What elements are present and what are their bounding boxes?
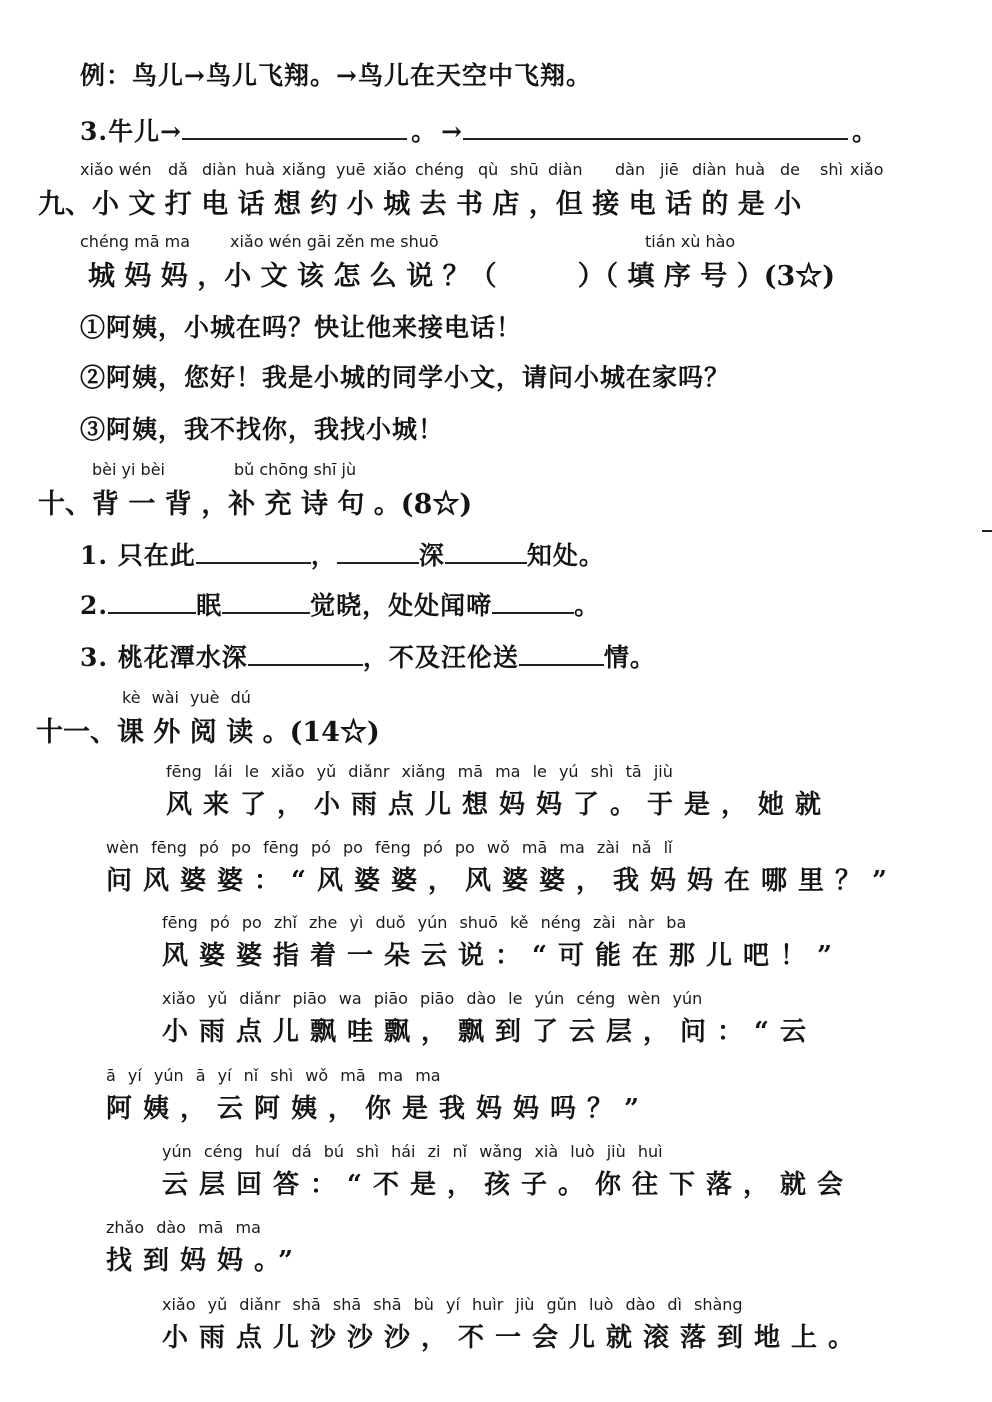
pinyin: huà (245, 160, 276, 179)
sec10-line-2 (80, 586, 600, 622)
pinyin: shì (820, 160, 843, 179)
passage-pinyin: xiǎo yǔ diǎnr piāo wa piāo piāo dào le yún céng wèn yún (162, 989, 703, 1008)
q3-line (80, 112, 878, 148)
passage-line: 小雨点儿飘哇飘，飘到了云层，问：“云 (162, 1017, 817, 1047)
sec9-line-2: 城 妈 妈 ，小 文 该 怎 么 说 ？（ ）（ 填 序 号 ）(3☆) (88, 261, 836, 292)
pinyin: qù (478, 160, 499, 179)
example-step1: 鸟儿飞翔。 (205, 61, 336, 90)
pinyin: chéng mā ma (80, 232, 191, 251)
sec10-line-3 (80, 638, 656, 674)
sec10-line-1 (80, 536, 605, 572)
example-step2: 鸟儿在天空中飞翔。 (357, 61, 592, 90)
arrow-icon: → (184, 61, 206, 90)
pinyin: diàn (692, 160, 727, 179)
q3-blank-1[interactable] (182, 116, 407, 140)
poem-blank[interactable] (519, 642, 604, 666)
pinyin: chéng (415, 160, 465, 179)
passage-line: 小雨点儿沙沙沙，不一会儿就滚落到地上。 (162, 1323, 866, 1353)
sec9-option-2: ②阿姨，您好！我是小城的同学小文，请问小城在家吗？ (80, 363, 731, 392)
poem-blank[interactable] (222, 590, 310, 614)
sec11-pinyin: kè wài yuè dú (122, 688, 251, 707)
q3-mid-period: 。 (411, 117, 438, 146)
poem-blank[interactable] (196, 540, 311, 564)
poem-blank[interactable] (492, 590, 574, 614)
passage-pinyin: ā yí yún ā yí nǐ shì wǒ mā ma ma (106, 1066, 441, 1085)
poem-blank[interactable] (337, 540, 419, 564)
poem-text: 深 (418, 541, 445, 570)
example-word: 鸟儿 (132, 61, 185, 90)
pinyin: bèi yi bèi (92, 460, 165, 479)
arrow-icon: → (336, 61, 358, 90)
pinyin: xiǎng (282, 160, 327, 179)
sec11-title: 十一、课 外 阅 读 。(14☆) (36, 717, 380, 748)
pinyin: tián xù hào (645, 232, 736, 251)
poem-text: 3. 桃花潭水深 (80, 643, 248, 672)
q3-number: 3. (80, 117, 109, 146)
passage-pinyin: yún céng huí dá bú shì hái zi nǐ wǎng xià luò jiù huì (162, 1142, 663, 1161)
pinyin: shū (510, 160, 539, 179)
passage-pinyin: fēng lái le xiǎo yǔ diǎnr xiǎng mā ma le yú shì tā jiù (166, 762, 673, 781)
sec9-option-1: ①阿姨，小城在吗？快让他来接电话！ (80, 313, 523, 342)
poem-text: 眠 (196, 591, 223, 620)
pinyin: diàn (548, 160, 583, 179)
passage-pinyin: fēng pó po zhǐ zhe yì duǒ yún shuō kě néng zài nàr ba (162, 913, 687, 932)
example-line (80, 56, 592, 92)
pinyin: xiǎo wén (80, 160, 152, 179)
pinyin: jiē (660, 160, 679, 179)
pinyin: de (780, 160, 800, 179)
passage-pinyin: xiǎo yǔ diǎnr shā shā shā bù yí huìr jiù gǔn luò dào dì shàng (162, 1295, 743, 1314)
poem-text: 情。 (603, 643, 656, 672)
pinyin: bǔ chōng shī jù (234, 460, 357, 479)
sec9-line-1: 九、小 文 打 电 话 想 约 小 城 去 书 店 ，但 接 电 话 的 是 小 (38, 189, 802, 220)
poem-blank[interactable] (248, 642, 363, 666)
pinyin: dǎ (168, 160, 188, 179)
sec10-title: 十、背 一 背 ，补 充 诗 句 。(8☆) (38, 489, 473, 520)
poem-text: ，不及汪伦送 (362, 643, 519, 672)
poem-text: 觉晓，处处闻啼 (310, 591, 493, 620)
passage-line: 风来了，小雨点儿想妈妈了。于是，她就 (166, 790, 833, 820)
passage-line: 问风婆婆：“风婆婆，风婆婆，我妈妈在哪里？” (106, 866, 898, 896)
pinyin: xiǎo wén gāi zěn me shuō (230, 232, 439, 251)
arrow-icon: → (441, 117, 464, 146)
passage-line: 找到妈妈。” (106, 1246, 304, 1276)
passage-line: 阿姨，云阿姨，你是我妈妈吗？” (106, 1094, 650, 1124)
example-label: 例： (80, 61, 133, 90)
pinyin: huà (735, 160, 766, 179)
poem-text: 。 (574, 591, 601, 620)
pinyin: xiǎo (850, 160, 884, 179)
passage-line: 风婆婆指着一朵云说：“可能在那儿吧！” (162, 941, 843, 971)
poem-text: 知处。 (526, 541, 605, 570)
passage-line: 云层回答：“不是，孩子。你往下落，就会 (162, 1170, 854, 1200)
q3-blank-2[interactable] (463, 116, 848, 140)
poem-blank[interactable] (445, 540, 527, 564)
poem-text: 1. 只在此 (80, 541, 196, 570)
passage-pinyin: wèn fēng pó po fēng pó po fēng pó po wǒ mā ma zài nǎ lǐ (106, 838, 673, 857)
poem-text: ， (310, 541, 337, 570)
passage-pinyin: zhǎo dào mā ma (106, 1218, 261, 1237)
poem-text: 2. (80, 591, 109, 620)
poem-blank[interactable] (108, 590, 196, 614)
q3-end-period: 。 (852, 117, 879, 146)
pinyin: dàn (615, 160, 646, 179)
pinyin: yuē (336, 160, 366, 179)
arrow-icon: → (160, 117, 183, 146)
q3-word: 牛儿 (108, 117, 161, 146)
edge-mark (982, 530, 992, 532)
pinyin: diàn (202, 160, 237, 179)
pinyin: xiǎo (373, 160, 407, 179)
sec9-option-3: ③阿姨，我不找你，我找小城！ (80, 415, 445, 444)
